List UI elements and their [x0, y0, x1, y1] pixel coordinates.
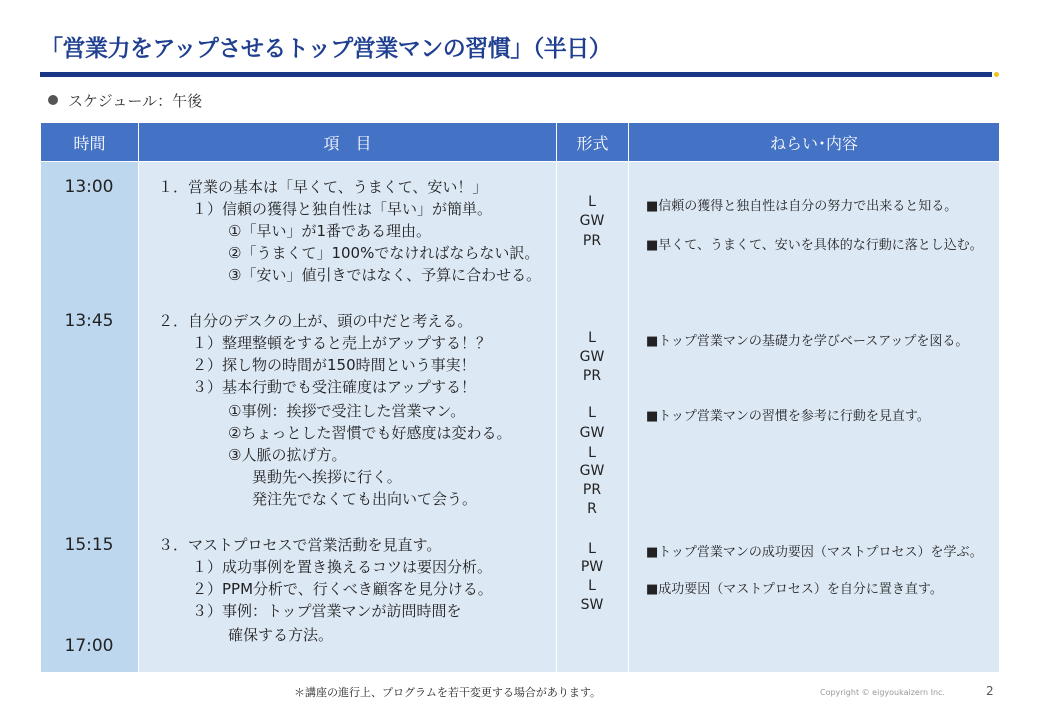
item-detail: ②ちょっとした習慣でも好感度は変わる。	[228, 424, 512, 442]
format-code: GW	[579, 349, 605, 365]
aim-item: ■早くて、うまくて、安いを具体的な行動に落とし込む。	[646, 238, 983, 253]
format-code: PR	[582, 368, 602, 384]
item-sub: ２）PPM分析で、行くべき顧客を見分ける。	[192, 580, 493, 598]
format-code: GW	[579, 463, 605, 479]
time-slot: 15:15	[64, 535, 114, 555]
page-number: 2	[986, 684, 994, 698]
item-sub: 確保する方法。	[228, 626, 334, 644]
item-heading: ３．マストプロセスで営業活動を見直す。	[158, 536, 442, 554]
time-slot: 13:45	[64, 311, 114, 331]
item-detail: ①事例：挨拶で受注した営業マン。	[228, 402, 466, 420]
header-time: 時間	[41, 123, 139, 162]
format-code: L	[588, 330, 596, 346]
copyright: Copyright © eigyoukaizern Inc.	[820, 688, 945, 697]
schedule-label	[48, 90, 202, 111]
header-aim: ねらい･内容	[629, 123, 1000, 162]
format-code: L	[588, 445, 596, 461]
accent-dot	[994, 72, 999, 77]
item-detail: ②「うまくて」100%でなければならない訳。	[228, 244, 540, 262]
format-code: SW	[580, 597, 604, 613]
item-sub: １）成功事例を置き換えるコツは要因分析。	[192, 558, 493, 576]
bullet-icon	[48, 95, 58, 105]
aim-item: ■トップ営業マンの習慣を参考に行動を見直す。	[646, 409, 930, 424]
aim-item: ■成功要因（マストプロセス）を自分に置き直す。	[646, 582, 943, 597]
item-detail: ③「安い」値引きではなく、予算に合わせる。	[228, 266, 542, 284]
page-title: 「営業力をアップさせるトップ営業マンの習慣」（半日）	[40, 36, 612, 62]
format-code: L	[588, 194, 596, 210]
item-detail: ③人脈の拡げ方。	[228, 446, 347, 464]
format-code: PW	[580, 559, 604, 575]
item-detail: 異動先へ挨拶に行く。	[252, 468, 402, 486]
format-code: PR	[582, 482, 602, 498]
item-sub: １）整理整頓をすると売上がアップする！？	[192, 334, 491, 352]
item-detail: 発注先でなくても出向いて会う。	[252, 490, 478, 508]
aim-item: ■信頼の獲得と独自性は自分の努力で出来ると知る。	[646, 199, 958, 214]
format-code: R	[587, 501, 597, 517]
item-heading: １．営業の基本は「早くて、うまくて、安い！」	[158, 178, 488, 196]
footer-note: ＊講座の進行上、プログラムを若干変更する場合があります。	[294, 686, 602, 699]
format-code: L	[588, 578, 596, 594]
format-code: L	[588, 405, 596, 421]
format-code: L	[588, 541, 596, 557]
item-heading: ２．自分のデスクの上が、頭の中だと考える。	[158, 312, 473, 330]
format-code: PR	[582, 233, 602, 249]
title-underline	[40, 72, 992, 77]
format-code: GW	[579, 213, 605, 229]
aim-item: ■トップ営業マンの成功要因（マストプロセス）を学ぶ。	[646, 545, 983, 560]
item-detail: ①「早い」が1番である理由。	[228, 222, 431, 240]
item-sub: ３）事例：トップ営業マンが訪問時間を	[192, 602, 462, 620]
time-column	[41, 162, 139, 673]
item-sub: ２）探し物の時間が150時間という事実！	[192, 356, 476, 374]
header-item: 項 目	[139, 123, 557, 162]
schedule-text: スケジュール：午後	[68, 92, 203, 110]
time-slot: 17:00	[64, 636, 114, 656]
format-code: GW	[579, 425, 605, 441]
item-sub: ３）基本行動でも受注確度はアップする！	[192, 378, 476, 396]
time-slot: 13:00	[64, 177, 114, 197]
header-format: 形式	[557, 123, 629, 162]
aim-item: ■トップ営業マンの基礎力を学びベースアップを図る。	[646, 334, 969, 349]
item-sub: １）信頼の獲得と独自性は「早い」が簡単。	[192, 200, 493, 218]
